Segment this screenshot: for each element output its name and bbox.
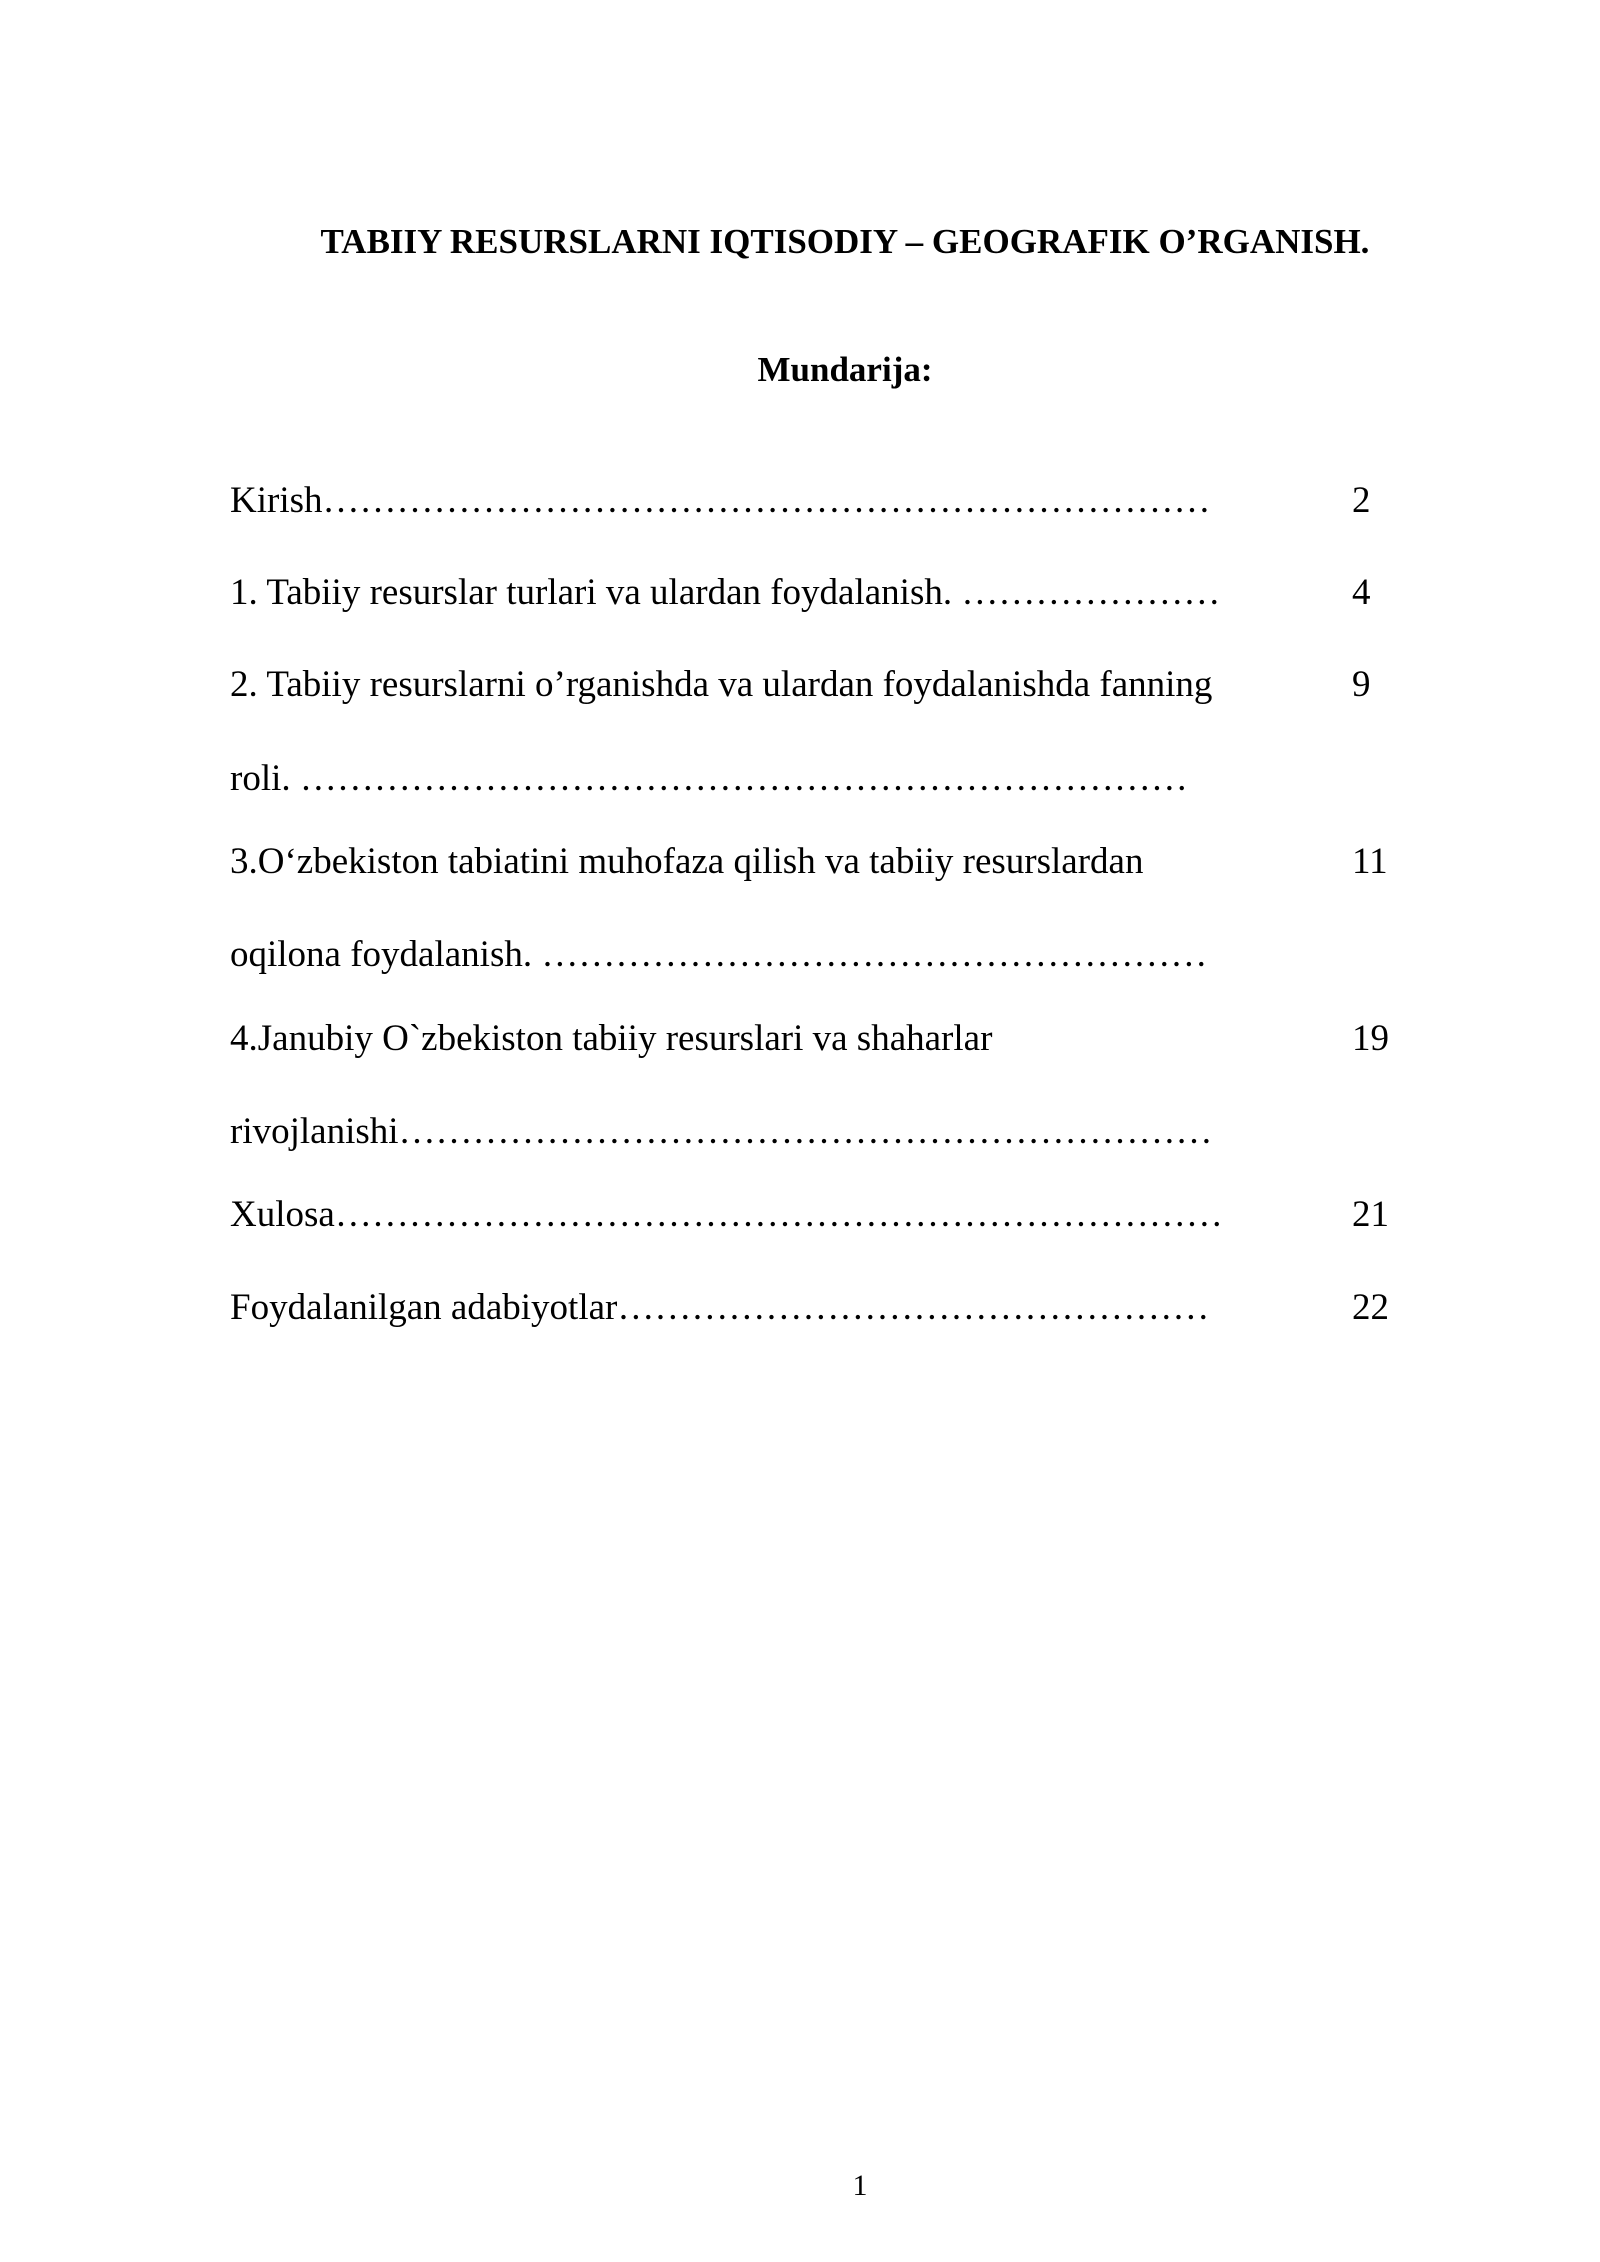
- document-title: TABIIY RESURSLARNI IQTISODIY – GEOGRAFIK O’RGANISH.: [320, 222, 1370, 261]
- toc-page-number: 4: [1352, 572, 1371, 613]
- toc-entry-xulosa: Xulosa………………………………………………………………: [230, 1194, 1223, 1235]
- toc-entry-1: 1. Tabiiy resurslar turlari va ulardan foydalanish. …………………: [230, 572, 1221, 613]
- toc-page-number: 11: [1352, 841, 1388, 882]
- toc-entry-references: Foydalanilgan adabiyotlar…………………………………………: [230, 1287, 1210, 1328]
- toc-entry-3-line-2: oqilona foydalanish. ………………………………………………: [230, 934, 1208, 975]
- toc-entry-4-line-2: rivojlanishi…………………………………………………………: [230, 1111, 1213, 1152]
- page-number: 1: [852, 2169, 868, 2202]
- toc-page-number: 22: [1352, 1287, 1389, 1328]
- toc-page-number: 2: [1352, 480, 1371, 521]
- toc-page-number: 9: [1352, 664, 1371, 705]
- toc-entry-2-line-1: 2. Tabiiy resurslarni o’rganishda va ulardan foydalanishda fanning: [230, 664, 1213, 705]
- toc-entry-3-line-1: 3.O‘zbekiston tabiatini muhofaza qilish va tabiiy resurslardan: [230, 841, 1144, 882]
- toc-page-number: 19: [1352, 1018, 1389, 1059]
- toc-entry-2-line-2: roli. ………………………………………………………………: [230, 758, 1188, 799]
- toc-entry-kirish: Kirish………………………………………………………………: [230, 480, 1211, 521]
- toc-page-number: 21: [1352, 1194, 1389, 1235]
- toc-entry-4-line-1: 4.Janubiy O`zbekiston tabiiy resurslari va shaharlar: [230, 1018, 993, 1059]
- toc-heading: Mundarija:: [757, 350, 933, 389]
